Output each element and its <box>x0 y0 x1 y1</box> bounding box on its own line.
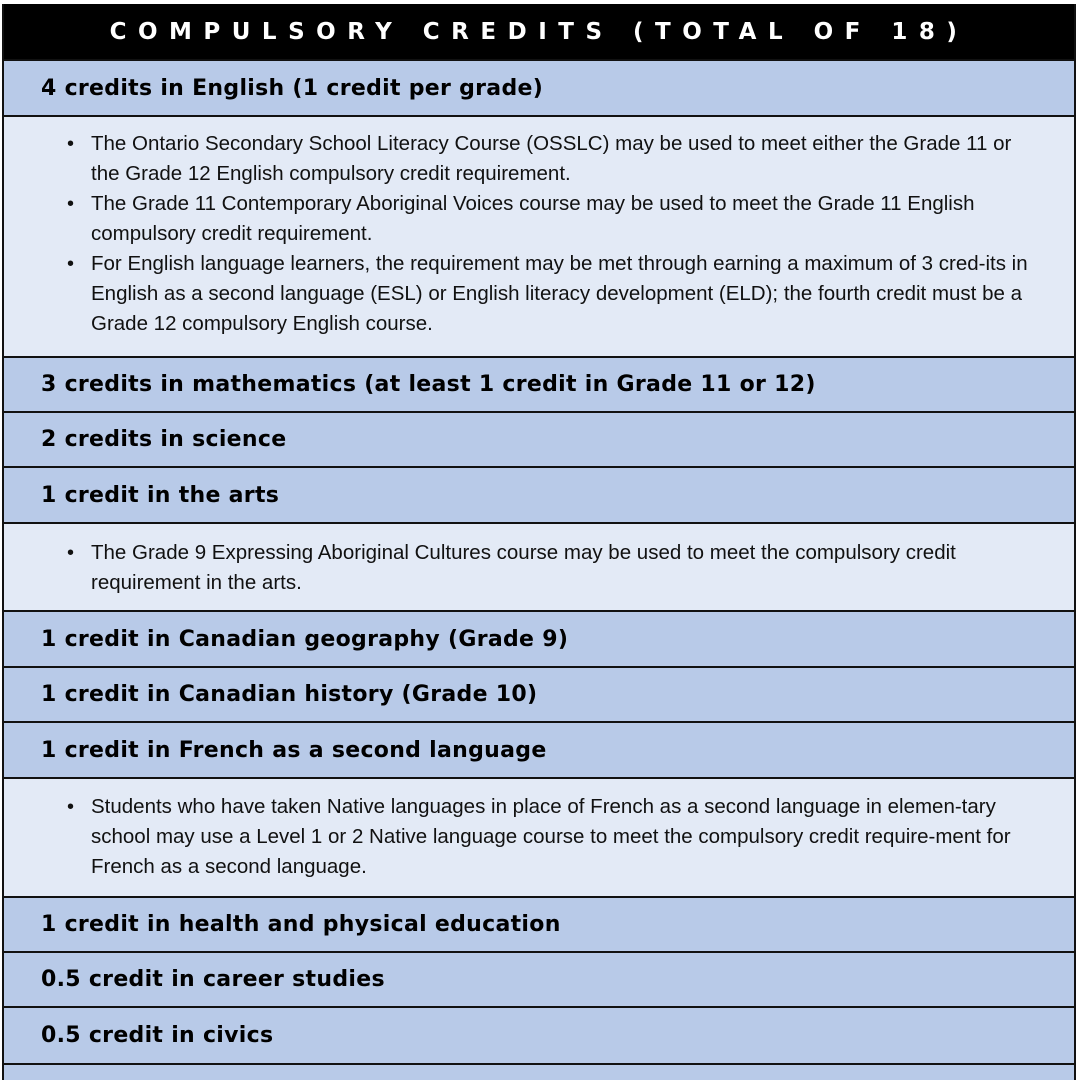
bullet-icon: • <box>67 542 75 564</box>
heading-career-studies: 0.5 credit in career studies <box>4 953 1074 1008</box>
table-title: COMPULSORY CREDITS (TOTAL OF 18) <box>4 4 1074 61</box>
list-item: • The Ontario Secondary School Literacy Course (OSSLC) may be used to meet either the Grade 11 or the Grade 12 English compulsory credit requirement. <box>4 129 1074 189</box>
heading-french: 1 credit in French as a second language <box>4 723 1074 779</box>
heading-arts: 1 credit in the arts <box>4 468 1074 524</box>
bullet-icon: • <box>67 133 75 155</box>
list-item: • The Grade 9 Expressing Aboriginal Cultures course may be used to meet the compulsory credit requirement in the arts. <box>4 538 1074 598</box>
bullet-icon: • <box>67 253 75 275</box>
list-item: • The Grade 11 Contemporary Aboriginal Voices course may be used to meet the Grade 11 English compulsory credit requirement. <box>4 189 1074 249</box>
heading-science: 2 credits in science <box>4 413 1074 468</box>
list-item: • For English language learners, the requirement may be met through earning a maximum of 3 cred-its in English as a second language (ESL) or English literacy development (ELD); the fourth credit must be a Grade 12 compulsory English course. <box>4 249 1074 339</box>
heading-history: 1 credit in Canadian history (Grade 10) <box>4 668 1074 723</box>
compulsory-credits-table <box>2 4 1076 1080</box>
notes-french <box>4 779 1074 898</box>
notes-arts <box>4 524 1074 612</box>
bullet-icon: • <box>67 796 75 818</box>
heading-mathematics: 3 credits in mathematics (at least 1 credit in Grade 11 or 12) <box>4 358 1074 413</box>
notes-english <box>4 117 1074 358</box>
heading-civics: 0.5 credit in civics <box>4 1008 1074 1065</box>
next-row-partial <box>4 1065 1074 1080</box>
list-item: • Students who have taken Native languages in place of French as a second language in elemen-tary school may use a Level 1 or 2 Native language course to meet the compulsory credit require-ment for French as a second language. <box>4 792 1074 882</box>
bullet-icon: • <box>67 193 75 215</box>
heading-geography: 1 credit in Canadian geography (Grade 9) <box>4 612 1074 668</box>
heading-health-pe: 1 credit in health and physical education <box>4 898 1074 953</box>
heading-english: 4 credits in English (1 credit per grade) <box>4 61 1074 117</box>
